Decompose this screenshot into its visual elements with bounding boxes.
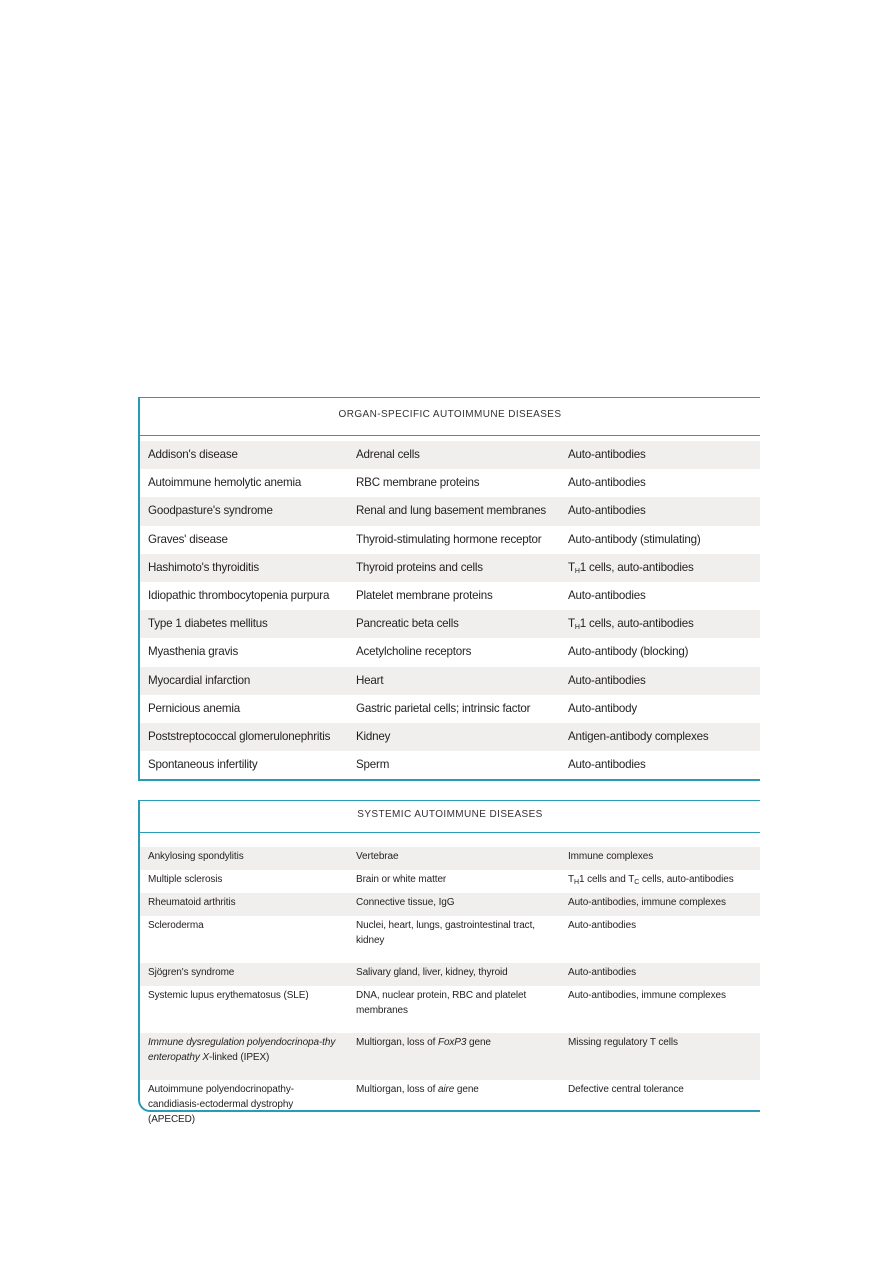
target-cell: Vertebrae bbox=[356, 851, 399, 862]
header-rule bbox=[140, 832, 760, 833]
response-cell: Auto-antibodies bbox=[568, 504, 646, 518]
disease-cell: Hashimoto's thyroiditis bbox=[148, 560, 260, 574]
disease-cell: Rheumatoid arthritis bbox=[148, 897, 236, 908]
response-cell: Antigen-antibody complexes bbox=[568, 729, 709, 743]
target-cell: Kidney bbox=[356, 729, 391, 743]
target-cell: Multiorgan, loss of aire gene bbox=[356, 1084, 479, 1095]
response-cell: Auto-antibodies bbox=[568, 588, 646, 602]
table-row bbox=[140, 638, 760, 666]
target-cell: Gastric parietal cells; intrinsic factor bbox=[356, 701, 531, 715]
disease-cell: Goodpasture's syndrome bbox=[148, 504, 273, 518]
disease-cell: Idiopathic thrombocytopenia purpura bbox=[148, 588, 330, 602]
response-cell: Immune complexes bbox=[568, 851, 654, 862]
target-cell: Brain or white matter bbox=[356, 874, 447, 885]
top-rule bbox=[140, 397, 760, 398]
response-cell: Auto-antibodies bbox=[568, 476, 646, 490]
disease-cell: Systemic lupus erythematosus (SLE) bbox=[148, 990, 309, 1001]
response-cell: Auto-antibodies, immune complexes bbox=[568, 990, 726, 1001]
disease-cell: Addison's disease bbox=[148, 448, 238, 461]
organ-specific-table bbox=[138, 397, 760, 781]
table-row bbox=[140, 1080, 760, 1127]
target-cell: Heart bbox=[356, 673, 384, 687]
systemic-table bbox=[138, 800, 760, 1125]
disease-cell: Spontaneous infertility bbox=[148, 758, 258, 772]
target-cell: RBC membrane proteins bbox=[356, 476, 480, 490]
disease-cell: Poststreptococcal glomerulonephritis bbox=[148, 729, 331, 743]
header-rule bbox=[140, 435, 760, 436]
table-row bbox=[140, 916, 760, 963]
disease-cell: Myocardial infarction bbox=[148, 673, 251, 687]
disease-cell: Type 1 diabetes mellitus bbox=[148, 617, 268, 631]
table-row bbox=[140, 554, 760, 582]
disease-cell: Immune dysregulation polyendocrinopa-thy enteropathy X-linked (IPEX) bbox=[148, 1037, 336, 1063]
target-cell: Salivary gland, liver, kidney, thyroid bbox=[356, 967, 508, 978]
response-cell: Auto-antibodies bbox=[568, 448, 646, 461]
disease-cell: Multiple sclerosis bbox=[148, 874, 223, 885]
response-cell: Defective central tolerance bbox=[568, 1084, 684, 1095]
table-row bbox=[140, 610, 760, 638]
disease-cell: Autoimmune polyendocrinopathy-candidiasis-ectodermal dystrophy (APECED) bbox=[148, 1084, 294, 1125]
disease-cell: Myasthenia gravis bbox=[148, 645, 239, 659]
table-row bbox=[140, 893, 760, 916]
response-cell: Auto-antibody (stimulating) bbox=[568, 532, 701, 546]
response-cell: Auto-antibodies bbox=[568, 673, 646, 687]
response-cell: Missing regulatory T cells bbox=[568, 1037, 678, 1048]
table-row bbox=[140, 497, 760, 525]
response-cell: Auto-antibodies bbox=[568, 758, 646, 772]
response-cell: Auto-antibody (blocking) bbox=[568, 645, 689, 659]
target-cell: Sperm bbox=[356, 758, 390, 772]
table-row bbox=[140, 469, 760, 497]
target-cell: Multiorgan, loss of FoxP3 gene bbox=[356, 1037, 491, 1048]
disease-cell: Scleroderma bbox=[148, 920, 204, 931]
response-cell: Auto-antibodies, immune complexes bbox=[568, 897, 726, 908]
table-row bbox=[140, 870, 760, 893]
table-row bbox=[140, 667, 760, 695]
table-row bbox=[140, 441, 760, 469]
table-row bbox=[140, 963, 760, 986]
target-cell: DNA, nuclear protein, RBC and platelet membranes bbox=[356, 990, 527, 1016]
table-row bbox=[140, 986, 760, 1033]
target-cell: Nuclei, heart, lungs, gastrointestinal tract, kidney bbox=[356, 920, 535, 946]
response-cell: $T_H1$ cells and $T_C$ cells, auto-antibodies bbox=[568, 874, 734, 886]
disease-cell: Graves' disease bbox=[148, 532, 228, 546]
target-cell: Renal and lung basement membranes bbox=[356, 504, 546, 518]
target-cell: Pancreatic beta cells bbox=[356, 617, 459, 631]
disease-cell: Ankylosing spondylitis bbox=[148, 851, 244, 862]
target-cell: Adrenal cells bbox=[356, 448, 420, 461]
table-row bbox=[140, 582, 760, 610]
table-row bbox=[140, 695, 760, 723]
disease-cell: Pernicious anemia bbox=[148, 701, 240, 715]
target-cell: Thyroid-stimulating hormone receptor bbox=[356, 532, 542, 546]
response-cell: Auto-antibodies bbox=[568, 920, 636, 931]
table-row bbox=[140, 751, 760, 779]
target-cell: Thyroid proteins and cells bbox=[356, 560, 483, 574]
systemic-table-title: SYSTEMIC AUTOIMMUNE DISEASES bbox=[357, 809, 543, 820]
top-rule bbox=[140, 800, 760, 801]
target-cell: Acetylcholine receptors bbox=[356, 645, 472, 659]
disease-cell: Sjögren's syndrome bbox=[148, 967, 235, 978]
response-cell: Auto-antibodies bbox=[568, 967, 636, 978]
disease-cell: Autoimmune hemolytic anemia bbox=[148, 476, 302, 490]
response-cell: $T_H1$ cells, auto-antibodies bbox=[568, 617, 694, 632]
target-cell: Connective tissue, IgG bbox=[356, 897, 455, 908]
table-row bbox=[140, 847, 760, 870]
table-row bbox=[140, 1033, 760, 1080]
response-cell: Auto-antibody bbox=[568, 701, 637, 715]
organ-table-title: ORGAN-SPECIFIC AUTOIMMUNE DISEASES bbox=[338, 409, 562, 420]
table-row bbox=[140, 526, 760, 554]
table-row bbox=[140, 723, 760, 751]
target-cell: Platelet membrane proteins bbox=[356, 588, 493, 602]
response-cell: $T_H1$ cells, auto-antibodies bbox=[568, 560, 694, 575]
